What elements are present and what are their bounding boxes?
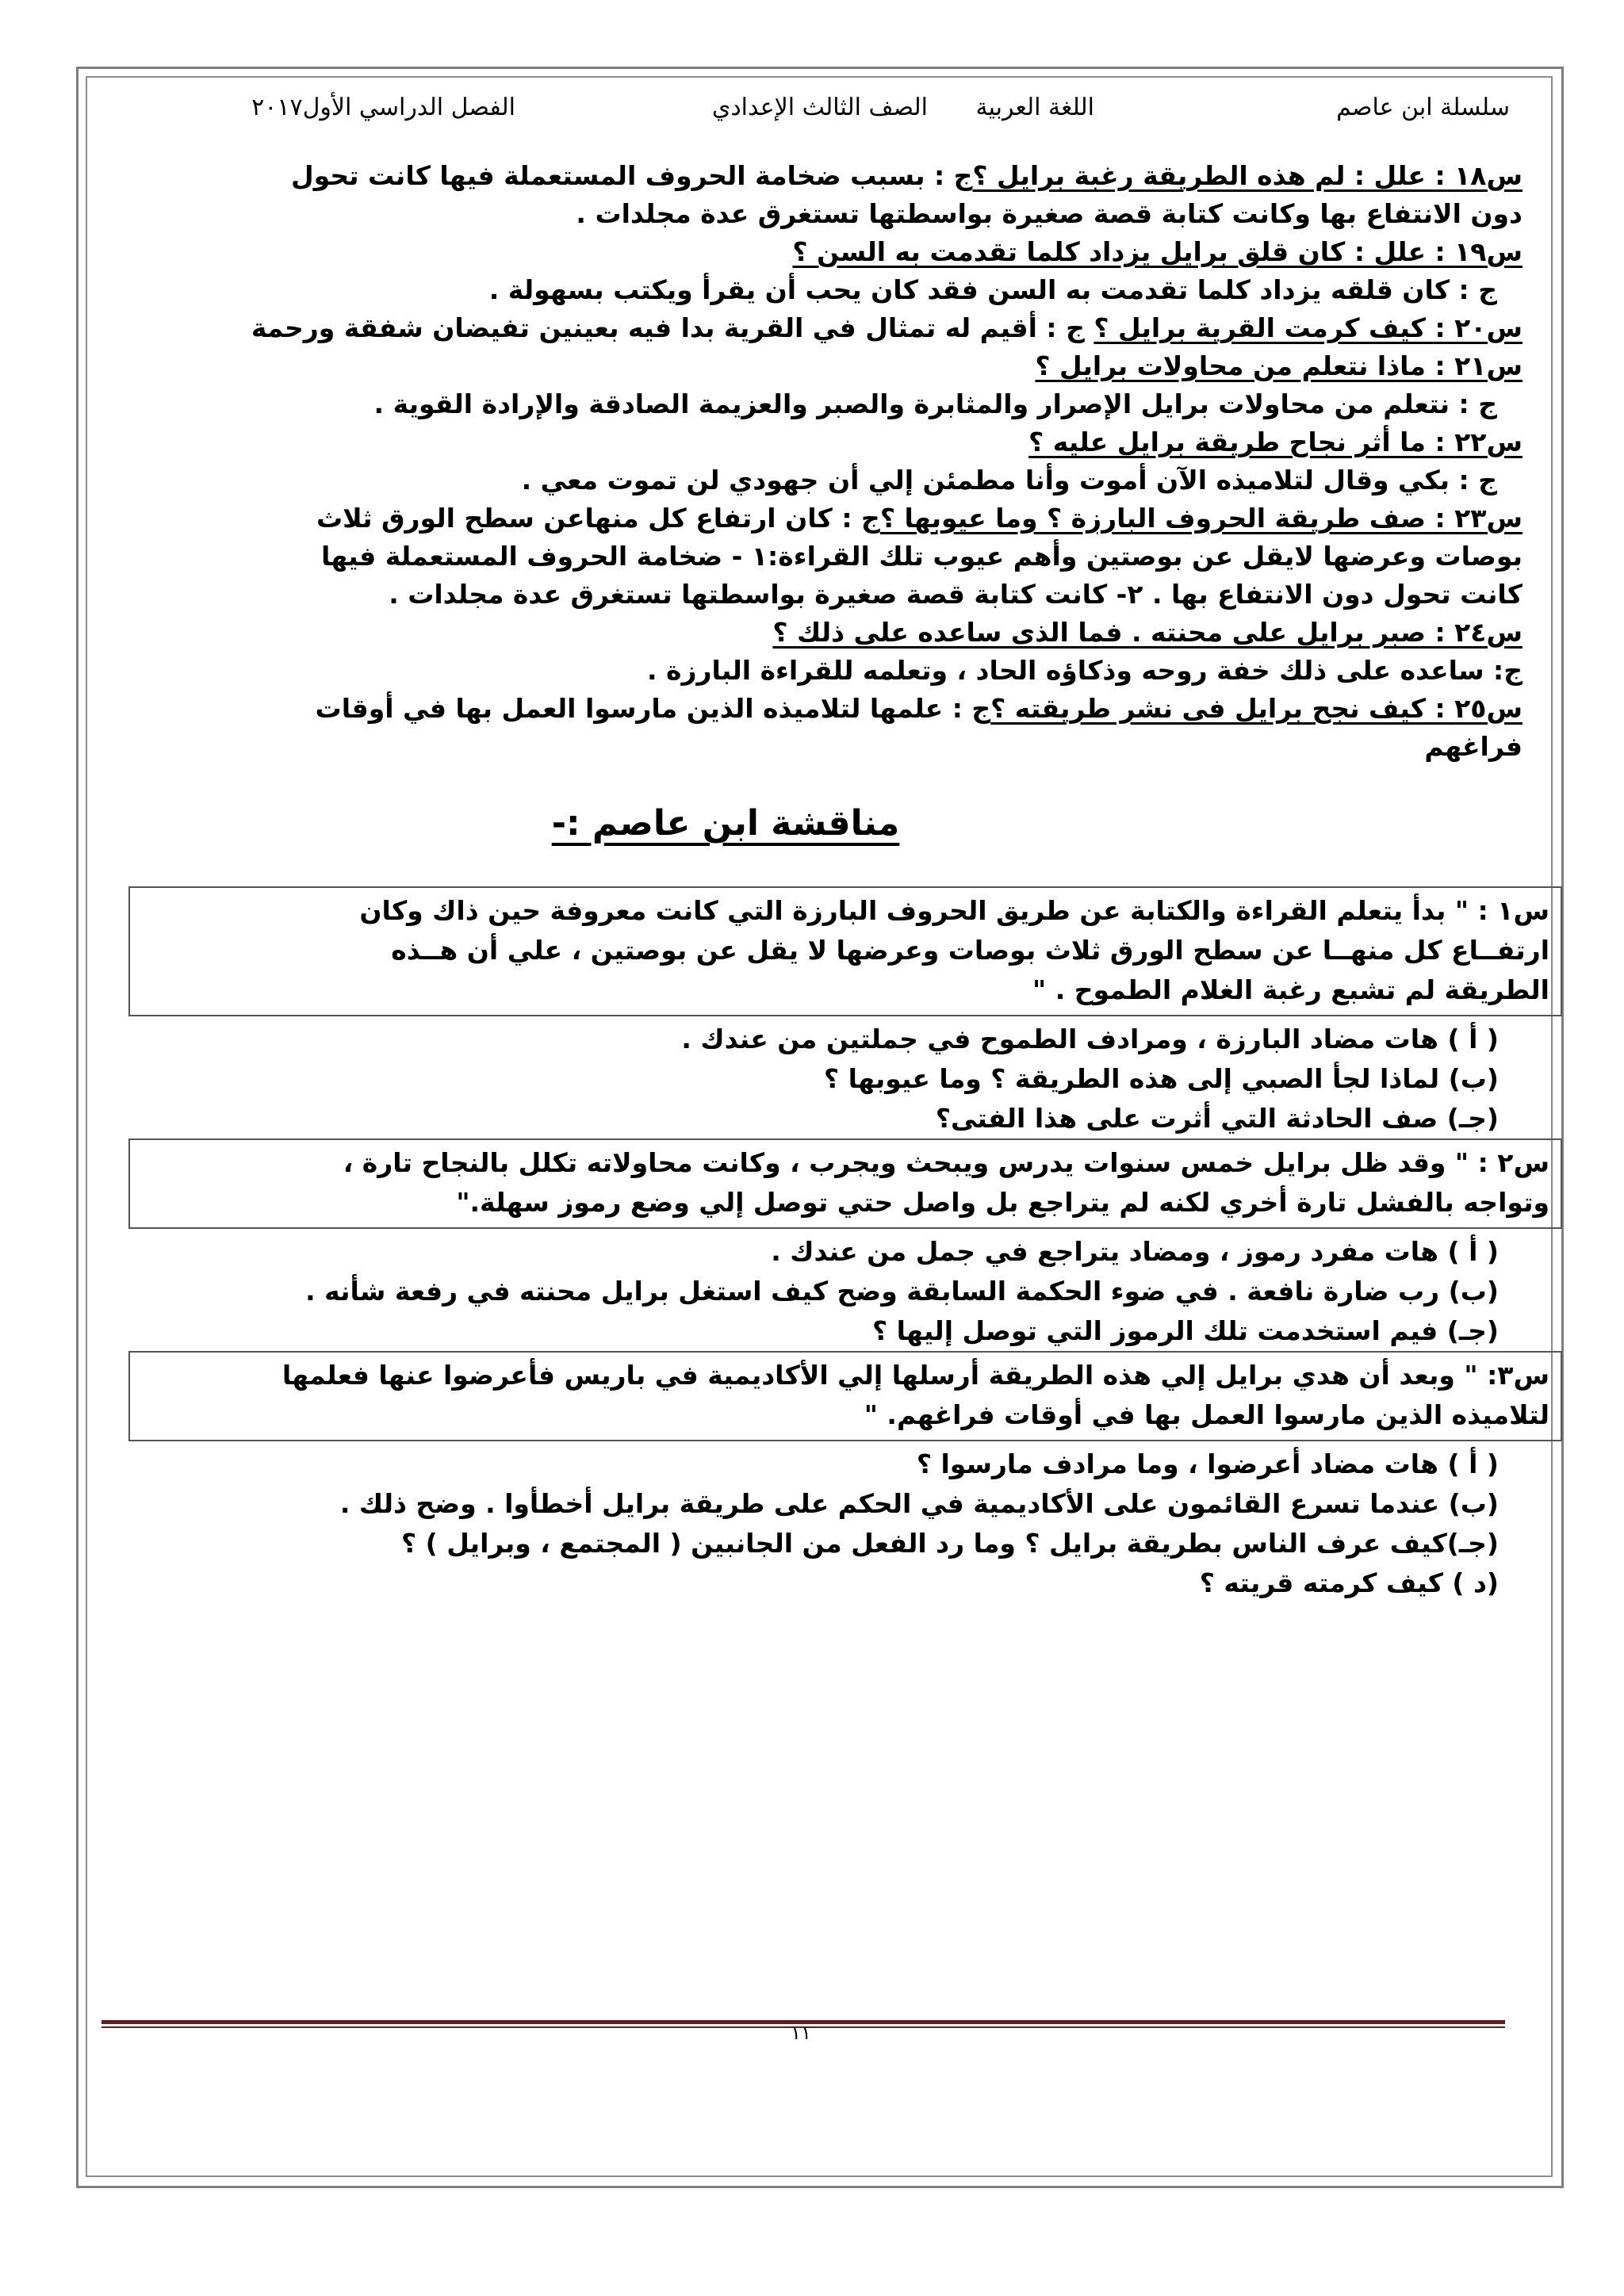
excerpt-1-question-a: ( أ ) هات مضاد البارزة ، ومرادف الطموح في جملتين من عندك . bbox=[681, 1024, 1499, 1054]
excerpt-2-question-c: (جـ) فيم استخدمت تلك الرموز التي توصل إليها ؟ bbox=[872, 1315, 1499, 1346]
answer-22: ج : بكي وقال لتلاميذه الآن أموت وأنا مطمئن إلي أن جهودي لن تموت معي . bbox=[521, 465, 1497, 496]
excerpt-3-question-c: (جـ)كيف عرف الناس بطريقة برايل ؟ وما رد الفعل من الجانبين ( المجتمع ، وبرايل ) ؟ bbox=[401, 1528, 1499, 1559]
page-header bbox=[111, 94, 1522, 133]
excerpt-2-question-b: (ب) رب ضارة نافعة . في ضوء الحكمة السابقة وضح كيف استغل برايل محنته في رفعة شأنه . bbox=[305, 1276, 1499, 1307]
answer-24: ج: ساعده على ذلك خفة روحه وذكاؤه الحاد ، وتعلمه للقراءة البارزة . bbox=[647, 655, 1522, 686]
answer-19: ج : كان قلقه يزداد كلما تقدمت به السن فقد كان يحب أن يقرأ ويكتب بسهولة . bbox=[488, 274, 1497, 305]
excerpt-3-question-a: ( أ ) هات مضاد أعرضوا ، وما مرادف مارسوا ؟ bbox=[916, 1448, 1499, 1479]
answer-20: ج : أقيم له تمثال في القرية بدا فيه بعينين تفيضان شفقة ورحمة bbox=[251, 312, 1085, 343]
question-19: س١٩ : علل : كان قلق برايل يزداد كلما تقدمت به السن ؟ bbox=[792, 236, 1522, 267]
header-grade: الصف الثالث الإعدادي bbox=[711, 94, 928, 121]
excerpt-2-line-1: س٢ : " وقد ظل برايل خمس سنوات يدرس ويبحث ويجرب ، وكانت محاولاته تكلل بالنجاح تارة ، bbox=[343, 1147, 1549, 1178]
excerpt-box-2 bbox=[128, 1138, 1562, 1229]
excerpt-2-line-2: وتواجه بالفشل تارة أخري لكنه لم يتراجع بل واصل حتي توصل إلي وضع رموز سهلة." bbox=[456, 1187, 1549, 1218]
answer-23-part1: ج : كان ارتفاع كل منهاعن سطح الورق ثلاث bbox=[316, 503, 880, 534]
question-18: س١٨ : علل : لم هذه الطريقة رغبة برايل ؟ bbox=[972, 160, 1522, 191]
excerpt-1-line-2: ارتفــاع كل منهــا عن سطح الورق ثلاث بوصات وعرضها لا يقل عن بوصتين ، علي أن هــذه bbox=[391, 935, 1549, 966]
header-term: الفصل الدراسي الأول٢٠١٧ bbox=[251, 94, 515, 121]
question-22: س٢٢ : ما أثر نجاح طريقة برايل عليه ؟ bbox=[1028, 427, 1522, 457]
page-content bbox=[119, 157, 1549, 1603]
qa-25 bbox=[119, 690, 1522, 728]
question-21: س٢١ : ماذا نتعلم من محاولات برايل ؟ bbox=[1035, 350, 1522, 381]
excerpt-box-3 bbox=[128, 1351, 1562, 1441]
question-21-line bbox=[119, 347, 1522, 385]
qa-20 bbox=[119, 309, 1522, 347]
question-24-line bbox=[119, 614, 1522, 652]
answer-23-part2: بوصات وعرضها لايقل عن بوصتين وأهم عيوب تلك القراءة:١ - ضخامة الحروف المستعملة فيها bbox=[320, 541, 1522, 572]
excerpt-1-question-b: (ب) لماذا لجأ الصبي إلى هذه الطريقة ؟ وما عيوبها ؟ bbox=[824, 1063, 1499, 1094]
answer-18-part1: ج : بسبب ضخامة الحروف المستعملة فيها كانت تحول bbox=[291, 160, 973, 191]
question-19-line bbox=[119, 233, 1522, 271]
excerpt-3-question-b: (ب) عندما تسرع القائمون على الأكاديمية في الحكم على طريقة برايل أخطأوا . وضح ذلك . bbox=[339, 1488, 1499, 1519]
excerpt-3-line-2: لتلاميذه الذين مارسوا العمل بها في أوقات فراغهم. " bbox=[864, 1399, 1549, 1430]
question-25: س٢٥ : كيف نجح برايل فى نشر طريقته ؟ bbox=[990, 693, 1522, 724]
excerpt-1-question-c: (جـ) صف الحادثة التي أثرت على هذا الفتى؟ bbox=[935, 1103, 1499, 1134]
answer-23-part3: كانت تحول دون الانتفاع بها . ٢- كانت كتابة قصة صغيرة بواسطتها تستغرق عدة مجلدات . bbox=[389, 579, 1522, 610]
excerpt-1-line-3: الطريقة لم تشبع رغبة الغلام الطموح . " bbox=[1032, 974, 1549, 1005]
excerpt-1-line-1: س١ : " بدأ يتعلم القراءة والكتابة عن طريق الحروف البارزة التي كانت معروفة حين ذاك وكان bbox=[359, 895, 1549, 926]
answer-21: ج : نتعلم من محاولات برايل الإصرار والمثابرة والصبر والعزيمة الصادقة والإرادة القوية . bbox=[373, 388, 1497, 419]
qa-23 bbox=[119, 499, 1522, 538]
answer-25-part2: فراغهم bbox=[1424, 731, 1522, 762]
question-24: س٢٤ : صبر برايل على محنته . فما الذى ساعده على ذلك ؟ bbox=[772, 617, 1522, 648]
page-number: ١١ bbox=[791, 2022, 811, 2044]
excerpt-3-question-d: (د ) كيف كرمته قريته ؟ bbox=[1199, 1567, 1499, 1598]
question-20: س٢٠ : كيف كرمت القرية برايل ؟ bbox=[1094, 312, 1522, 343]
answer-25-part1: ج : علمها لتلاميذه الذين مارسوا العمل بها في أوقات bbox=[315, 693, 991, 724]
header-series: سلسلة ابن عاصم bbox=[1336, 94, 1510, 121]
question-23: س٢٣ : صف طريقة الحروف البارزة ؟ وما عيوبها ؟ bbox=[879, 503, 1522, 534]
question-22-line bbox=[119, 423, 1522, 461]
header-subject: اللغة العربية bbox=[975, 94, 1094, 121]
section-title: مناقشة ابن عاصم :- bbox=[551, 803, 900, 844]
answer-18-part2: دون الانتفاع بها وكانت كتابة قصة صغيرة بواسطتها تستغرق عدة مجلدات . bbox=[576, 198, 1522, 229]
excerpt-2-question-a: ( أ ) هات مفرد رموز ، ومضاد يتراجع في جمل من عندك . bbox=[771, 1236, 1499, 1267]
excerpt-3-line-1: س٣: " وبعد أن هدي برايل إلي هذه الطريقة أرسلها إلي الأكاديمية في باريس فأعرضوا عنها فعلمها bbox=[282, 1360, 1549, 1391]
excerpt-box-1 bbox=[128, 886, 1562, 1016]
qa-18 bbox=[119, 157, 1522, 195]
